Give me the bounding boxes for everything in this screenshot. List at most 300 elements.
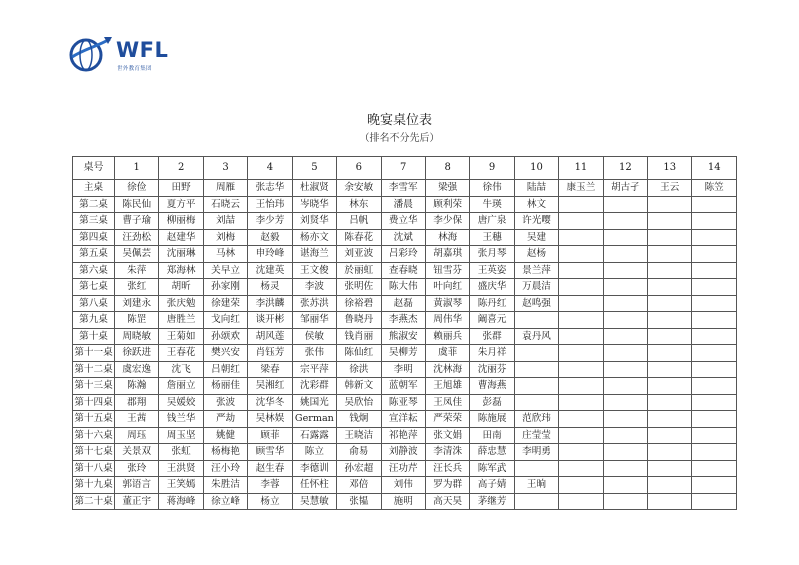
table-label-cell: 第十七桌 xyxy=(73,444,115,461)
table-cell: 张群 xyxy=(470,328,514,345)
table-cell xyxy=(648,312,692,329)
table-cell: 俞易 xyxy=(337,444,381,461)
table-cell: 徐洪 xyxy=(337,361,381,378)
table-cell: 樊兴安 xyxy=(203,345,247,362)
table-cell: 王云 xyxy=(648,180,692,197)
table-cell xyxy=(648,427,692,444)
table-row xyxy=(73,345,737,362)
table-cell: 汪功芹 xyxy=(381,460,425,477)
table-cell xyxy=(559,444,603,461)
table-cell xyxy=(603,411,647,428)
table-cell xyxy=(559,411,603,428)
table-cell xyxy=(648,411,692,428)
table-cell xyxy=(559,279,603,296)
table-cell: 王文俊 xyxy=(292,262,336,279)
table-cell: 张志华 xyxy=(248,180,292,197)
table-cell xyxy=(692,279,736,296)
table-cell xyxy=(692,378,736,395)
table-cell xyxy=(603,444,647,461)
table-label-cell: 第十八桌 xyxy=(73,460,115,477)
seating-table xyxy=(72,156,737,510)
table-cell: 吴媛姣 xyxy=(159,394,203,411)
table-row xyxy=(73,394,737,411)
table-cell: 姚健 xyxy=(203,427,247,444)
table-row xyxy=(73,411,737,428)
table-cell: 李明 xyxy=(381,361,425,378)
table-cell: 赵杨 xyxy=(514,246,558,263)
table-row xyxy=(73,262,737,279)
table-cell: 林文 xyxy=(514,196,558,213)
table-cell: 郑海林 xyxy=(159,262,203,279)
table-cell xyxy=(692,493,736,510)
table-cell: 申玲峰 xyxy=(248,246,292,263)
table-cell: 王茜 xyxy=(115,411,159,428)
table-cell: 曹子瑜 xyxy=(115,213,159,230)
table-cell xyxy=(603,394,647,411)
table-cell xyxy=(648,361,692,378)
table-cell: 宣洋耘 xyxy=(381,411,425,428)
table-cell: 茅继芳 xyxy=(470,493,514,510)
table-cell: 陈瀚 xyxy=(115,378,159,395)
table-cell xyxy=(559,312,603,329)
table-label-cell: 第七桌 xyxy=(73,279,115,296)
table-cell: 吕朝红 xyxy=(203,361,247,378)
table-cell: 张月琴 xyxy=(470,246,514,263)
table-cell: 张伟 xyxy=(292,345,336,362)
table-cell: 蓝朝军 xyxy=(381,378,425,395)
table-cell xyxy=(559,427,603,444)
table-label-cell: 第四桌 xyxy=(73,229,115,246)
table-cell: 杨丽佳 xyxy=(203,378,247,395)
table-cell: 肖钰芳 xyxy=(248,345,292,362)
table-cell: 朱萍 xyxy=(115,262,159,279)
table-cell xyxy=(603,279,647,296)
table-cell: 石露露 xyxy=(292,427,336,444)
table-cell: 戈向红 xyxy=(203,312,247,329)
table-cell: 刘喆 xyxy=(203,213,247,230)
logo-tagline: 世外教育集团 xyxy=(117,66,152,72)
table-cell: 王春花 xyxy=(159,345,203,362)
table-cell: 王英姿 xyxy=(470,262,514,279)
table-cell xyxy=(603,312,647,329)
table-cell: 许光嘤 xyxy=(514,213,558,230)
table-cell xyxy=(559,262,603,279)
table-cell: 沈丽芬 xyxy=(470,361,514,378)
table-cell xyxy=(692,411,736,428)
table-cell: 高子婧 xyxy=(470,477,514,494)
table-cell: 刘伟 xyxy=(381,477,425,494)
table-cell: 柳丽梅 xyxy=(159,213,203,230)
table-cell: 陈春花 xyxy=(337,229,381,246)
table-cell: 孙家刚 xyxy=(203,279,247,296)
table-cell: 田南 xyxy=(470,427,514,444)
table-label-cell: 第十五桌 xyxy=(73,411,115,428)
table-cell xyxy=(559,295,603,312)
table-cell: 沈林海 xyxy=(425,361,469,378)
column-header: 14 xyxy=(692,157,736,180)
table-row xyxy=(73,279,737,296)
table-cell: 张虹 xyxy=(159,444,203,461)
table-cell xyxy=(603,493,647,510)
table-cell: 刘亚波 xyxy=(337,246,381,263)
table-label-cell: 第十二桌 xyxy=(73,361,115,378)
table-cell: 鲁晓丹 xyxy=(337,312,381,329)
table-cell: 景兰萍 xyxy=(514,262,558,279)
table-cell: 任怀柱 xyxy=(292,477,336,494)
table-cell xyxy=(559,246,603,263)
column-header: 2 xyxy=(159,157,203,180)
table-cell: 周晓敏 xyxy=(115,328,159,345)
table-cell: 谈开彬 xyxy=(248,312,292,329)
table-cell: 杨灵 xyxy=(248,279,292,296)
table-cell xyxy=(514,312,558,329)
table-cell xyxy=(514,361,558,378)
table-cell xyxy=(692,460,736,477)
table-cell: 严劫 xyxy=(203,411,247,428)
table-cell: 沈飞 xyxy=(159,361,203,378)
table-cell xyxy=(514,378,558,395)
table-label-cell: 第九桌 xyxy=(73,312,115,329)
table-cell: 徐伟 xyxy=(470,180,514,197)
table-cell xyxy=(603,213,647,230)
table-cell: German xyxy=(292,411,336,428)
table-label-cell: 第二桌 xyxy=(73,196,115,213)
table-cell: 林东 xyxy=(337,196,381,213)
table-cell: 陈大伟 xyxy=(381,279,425,296)
table-cell xyxy=(692,345,736,362)
table-cell: 朱月祥 xyxy=(470,345,514,362)
table-cell xyxy=(559,378,603,395)
table-cell xyxy=(603,361,647,378)
table-cell: 彭磊 xyxy=(470,394,514,411)
table-cell: 高天昊 xyxy=(425,493,469,510)
table-cell: 虞宏逸 xyxy=(115,361,159,378)
table-cell: 钱肖丽 xyxy=(337,328,381,345)
table-cell: 张韫 xyxy=(337,493,381,510)
table-label-cell: 第八桌 xyxy=(73,295,115,312)
table-cell: 沈华冬 xyxy=(248,394,292,411)
table-cell: 祁艳萍 xyxy=(381,427,425,444)
table-cell: 唐广泉 xyxy=(470,213,514,230)
table-cell xyxy=(603,328,647,345)
table-cell: 王穗 xyxy=(470,229,514,246)
table-cell: 郭语言 xyxy=(115,477,159,494)
table-cell: 汪长兵 xyxy=(425,460,469,477)
table-cell: 吴柳芳 xyxy=(381,345,425,362)
table-cell: 孙宏超 xyxy=(337,460,381,477)
table-cell xyxy=(648,246,692,263)
table-cell xyxy=(559,361,603,378)
table-cell xyxy=(692,444,736,461)
table-cell: 潘晨 xyxy=(381,196,425,213)
table-cell: 王洪贤 xyxy=(159,460,203,477)
table-label-cell: 第五桌 xyxy=(73,246,115,263)
table-cell: 夏方平 xyxy=(159,196,203,213)
table-row xyxy=(73,460,737,477)
table-cell: 赵鸣强 xyxy=(514,295,558,312)
table-cell: 侯敏 xyxy=(292,328,336,345)
table-cell xyxy=(692,213,736,230)
table-cell: 王笑嫣 xyxy=(159,477,203,494)
table-cell: 徐立峰 xyxy=(203,493,247,510)
table-label-cell: 第十三桌 xyxy=(73,378,115,395)
table-cell: 查春晓 xyxy=(381,262,425,279)
table-cell: 李波 xyxy=(292,279,336,296)
table-row xyxy=(73,229,737,246)
table-cell xyxy=(648,213,692,230)
table-cell xyxy=(514,345,558,362)
table-cell: 吴慧敏 xyxy=(292,493,336,510)
table-cell: 李德训 xyxy=(292,460,336,477)
table-cell: 叶向红 xyxy=(425,279,469,296)
table-cell xyxy=(514,460,558,477)
table-cell: 赵磊 xyxy=(381,295,425,312)
table-row xyxy=(73,328,737,345)
table-cell: 王旭雄 xyxy=(425,378,469,395)
table-cell: 吴佩芸 xyxy=(115,246,159,263)
globe-plane-icon xyxy=(66,33,114,77)
table-row xyxy=(73,378,737,395)
column-header: 10 xyxy=(514,157,558,180)
table-cell: 刘建永 xyxy=(115,295,159,312)
column-header: 1 xyxy=(115,157,159,180)
table-cell xyxy=(648,262,692,279)
column-header: 桌号 xyxy=(73,157,115,180)
table-cell xyxy=(692,246,736,263)
table-cell: 顾菲 xyxy=(248,427,292,444)
table-cell xyxy=(692,295,736,312)
table-cell xyxy=(648,295,692,312)
table-cell: 周雁 xyxy=(203,180,247,197)
table-label-cell: 第六桌 xyxy=(73,262,115,279)
table-cell: 周玉坚 xyxy=(159,427,203,444)
table-cell xyxy=(648,345,692,362)
table-cell: 沈丽琳 xyxy=(159,246,203,263)
table-cell: 张玲 xyxy=(115,460,159,477)
table-cell: 黄淑琴 xyxy=(425,295,469,312)
table-row xyxy=(73,427,737,444)
table-cell: 陈罡 xyxy=(115,312,159,329)
table-cell: 罗为群 xyxy=(425,477,469,494)
table-cell: 林海 xyxy=(425,229,469,246)
table-cell: 吴欣怡 xyxy=(337,394,381,411)
column-header: 12 xyxy=(603,157,647,180)
table-cell: 赵生春 xyxy=(248,460,292,477)
table-cell: 施明 xyxy=(381,493,425,510)
table-cell: 王凤佳 xyxy=(425,394,469,411)
table-cell: 杜淑贤 xyxy=(292,180,336,197)
table-header-row xyxy=(73,157,737,180)
table-row xyxy=(73,444,737,461)
table-cell: 余安敏 xyxy=(337,180,381,197)
table-cell: 牛瑛 xyxy=(470,196,514,213)
table-row xyxy=(73,493,737,510)
table-cell xyxy=(559,460,603,477)
table-cell xyxy=(692,328,736,345)
table-cell: 盛庆华 xyxy=(470,279,514,296)
table-cell: 李洪麟 xyxy=(248,295,292,312)
table-cell: 张波 xyxy=(203,394,247,411)
table-label-cell: 第十桌 xyxy=(73,328,115,345)
table-cell: 熊淑安 xyxy=(381,328,425,345)
table-cell: 徐俭 xyxy=(115,180,159,197)
table-cell: 李明勇 xyxy=(514,444,558,461)
column-header: 11 xyxy=(559,157,603,180)
table-cell: 马林 xyxy=(203,246,247,263)
table-cell: 周伟华 xyxy=(425,312,469,329)
table-cell: 董正宇 xyxy=(115,493,159,510)
table-cell: 郡翔 xyxy=(115,394,159,411)
table-label-cell: 第十九桌 xyxy=(73,477,115,494)
table-cell: 赵毅 xyxy=(248,229,292,246)
table-row xyxy=(73,295,737,312)
table-cell: 陈丹红 xyxy=(470,295,514,312)
table-cell: 徐建荣 xyxy=(203,295,247,312)
table-cell xyxy=(559,229,603,246)
table-cell: 韩新文 xyxy=(337,378,381,395)
table-cell xyxy=(559,493,603,510)
table-label-cell: 第十六桌 xyxy=(73,427,115,444)
column-header: 4 xyxy=(248,157,292,180)
table-cell xyxy=(648,493,692,510)
table-label-cell: 第十一桌 xyxy=(73,345,115,362)
table-cell: 唐胜兰 xyxy=(159,312,203,329)
table-cell xyxy=(692,196,736,213)
table-cell xyxy=(692,262,736,279)
table-cell: 石晓云 xyxy=(203,196,247,213)
logo-wordmark: WFL xyxy=(116,38,169,62)
table-cell: 蒋海峰 xyxy=(159,493,203,510)
table-cell xyxy=(692,312,736,329)
table-cell: 袁丹风 xyxy=(514,328,558,345)
table-cell: 薛忠慧 xyxy=(470,444,514,461)
table-cell: 陈亚琴 xyxy=(381,394,425,411)
table-cell xyxy=(603,196,647,213)
table-cell: 李雪军 xyxy=(381,180,425,197)
table-row xyxy=(73,213,737,230)
table-cell xyxy=(603,295,647,312)
table-cell xyxy=(648,444,692,461)
column-header: 8 xyxy=(425,157,469,180)
table-cell: 刘贤华 xyxy=(292,213,336,230)
page-title: 晚宴桌位表 xyxy=(366,113,432,128)
table-cell: 周珏 xyxy=(115,427,159,444)
table-row xyxy=(73,312,737,329)
table-cell xyxy=(648,328,692,345)
table-cell: 王晓洁 xyxy=(337,427,381,444)
table-cell: 王菊如 xyxy=(159,328,203,345)
table-cell: 陆喆 xyxy=(514,180,558,197)
table-cell: 胡古孑 xyxy=(603,180,647,197)
table-cell xyxy=(692,427,736,444)
table-cell xyxy=(603,345,647,362)
table-cell: 梁春 xyxy=(248,361,292,378)
table-cell xyxy=(648,196,692,213)
column-header: 13 xyxy=(648,157,692,180)
table-cell xyxy=(559,196,603,213)
table-cell: 吴林娱 xyxy=(248,411,292,428)
table-cell: 詹丽立 xyxy=(159,378,203,395)
table-cell: 沈彩群 xyxy=(292,378,336,395)
table-cell: 钱炯 xyxy=(337,411,381,428)
table-cell: 朱胜洁 xyxy=(203,477,247,494)
table-cell: 梁强 xyxy=(425,180,469,197)
table-cell: 田野 xyxy=(159,180,203,197)
table-cell xyxy=(692,477,736,494)
column-header: 3 xyxy=(203,157,247,180)
table-cell xyxy=(648,279,692,296)
table-cell: 胡风莲 xyxy=(248,328,292,345)
table-cell: 陈笠 xyxy=(692,180,736,197)
column-header: 7 xyxy=(381,157,425,180)
table-cell: 谌海兰 xyxy=(292,246,336,263)
column-header: 6 xyxy=(337,157,381,180)
table-cell: 杨梅艳 xyxy=(203,444,247,461)
table-cell: 刘梅 xyxy=(203,229,247,246)
table-cell xyxy=(648,460,692,477)
table-cell: 庄莹莹 xyxy=(514,427,558,444)
table-cell xyxy=(648,394,692,411)
table-cell: 吴建 xyxy=(514,229,558,246)
wfl-logo xyxy=(66,33,176,77)
column-header: 5 xyxy=(292,157,336,180)
table-cell xyxy=(559,328,603,345)
table-cell: 康玉兰 xyxy=(559,180,603,197)
table-cell: 徐跃进 xyxy=(115,345,159,362)
table-cell: 赖丽兵 xyxy=(425,328,469,345)
table-cell: 虞菲 xyxy=(425,345,469,362)
table-cell xyxy=(603,378,647,395)
table-cell: 沈斌 xyxy=(381,229,425,246)
table-cell xyxy=(559,394,603,411)
table-cell: 张明佐 xyxy=(337,279,381,296)
table-row xyxy=(73,246,737,263)
table-cell: 胡嘉琪 xyxy=(425,246,469,263)
table-cell: 钱兰华 xyxy=(159,411,203,428)
table-label-cell: 第二十桌 xyxy=(73,493,115,510)
table-cell xyxy=(559,213,603,230)
table-row xyxy=(73,196,737,213)
table-cell: 陈军武 xyxy=(470,460,514,477)
table-cell: 李燕杰 xyxy=(381,312,425,329)
table-cell xyxy=(603,460,647,477)
table-cell: 范欣玮 xyxy=(514,411,558,428)
table-cell xyxy=(559,345,603,362)
table-cell xyxy=(514,493,558,510)
table-cell: 陈仙红 xyxy=(337,345,381,362)
table-cell: 关早立 xyxy=(203,262,247,279)
table-cell xyxy=(648,378,692,395)
table-cell: 顾雪华 xyxy=(248,444,292,461)
table-cell: 姚国光 xyxy=(292,394,336,411)
table-cell: 顾利荣 xyxy=(425,196,469,213)
table-cell xyxy=(648,229,692,246)
table-cell: 张红 xyxy=(115,279,159,296)
table-cell: 孙颂欢 xyxy=(203,328,247,345)
table-cell: 徐裕碧 xyxy=(337,295,381,312)
table-cell xyxy=(603,229,647,246)
table-cell xyxy=(692,394,736,411)
table-cell: 宗平萍 xyxy=(292,361,336,378)
table-cell: 沈建英 xyxy=(248,262,292,279)
table-cell: 曹海燕 xyxy=(470,378,514,395)
table-cell: 刘静波 xyxy=(381,444,425,461)
table-cell: 阚喜元 xyxy=(470,312,514,329)
table-cell: 张文娟 xyxy=(425,427,469,444)
table-cell: 杨立 xyxy=(248,493,292,510)
table-cell: 张苏洪 xyxy=(292,295,336,312)
table-cell: 吴湘红 xyxy=(248,378,292,395)
